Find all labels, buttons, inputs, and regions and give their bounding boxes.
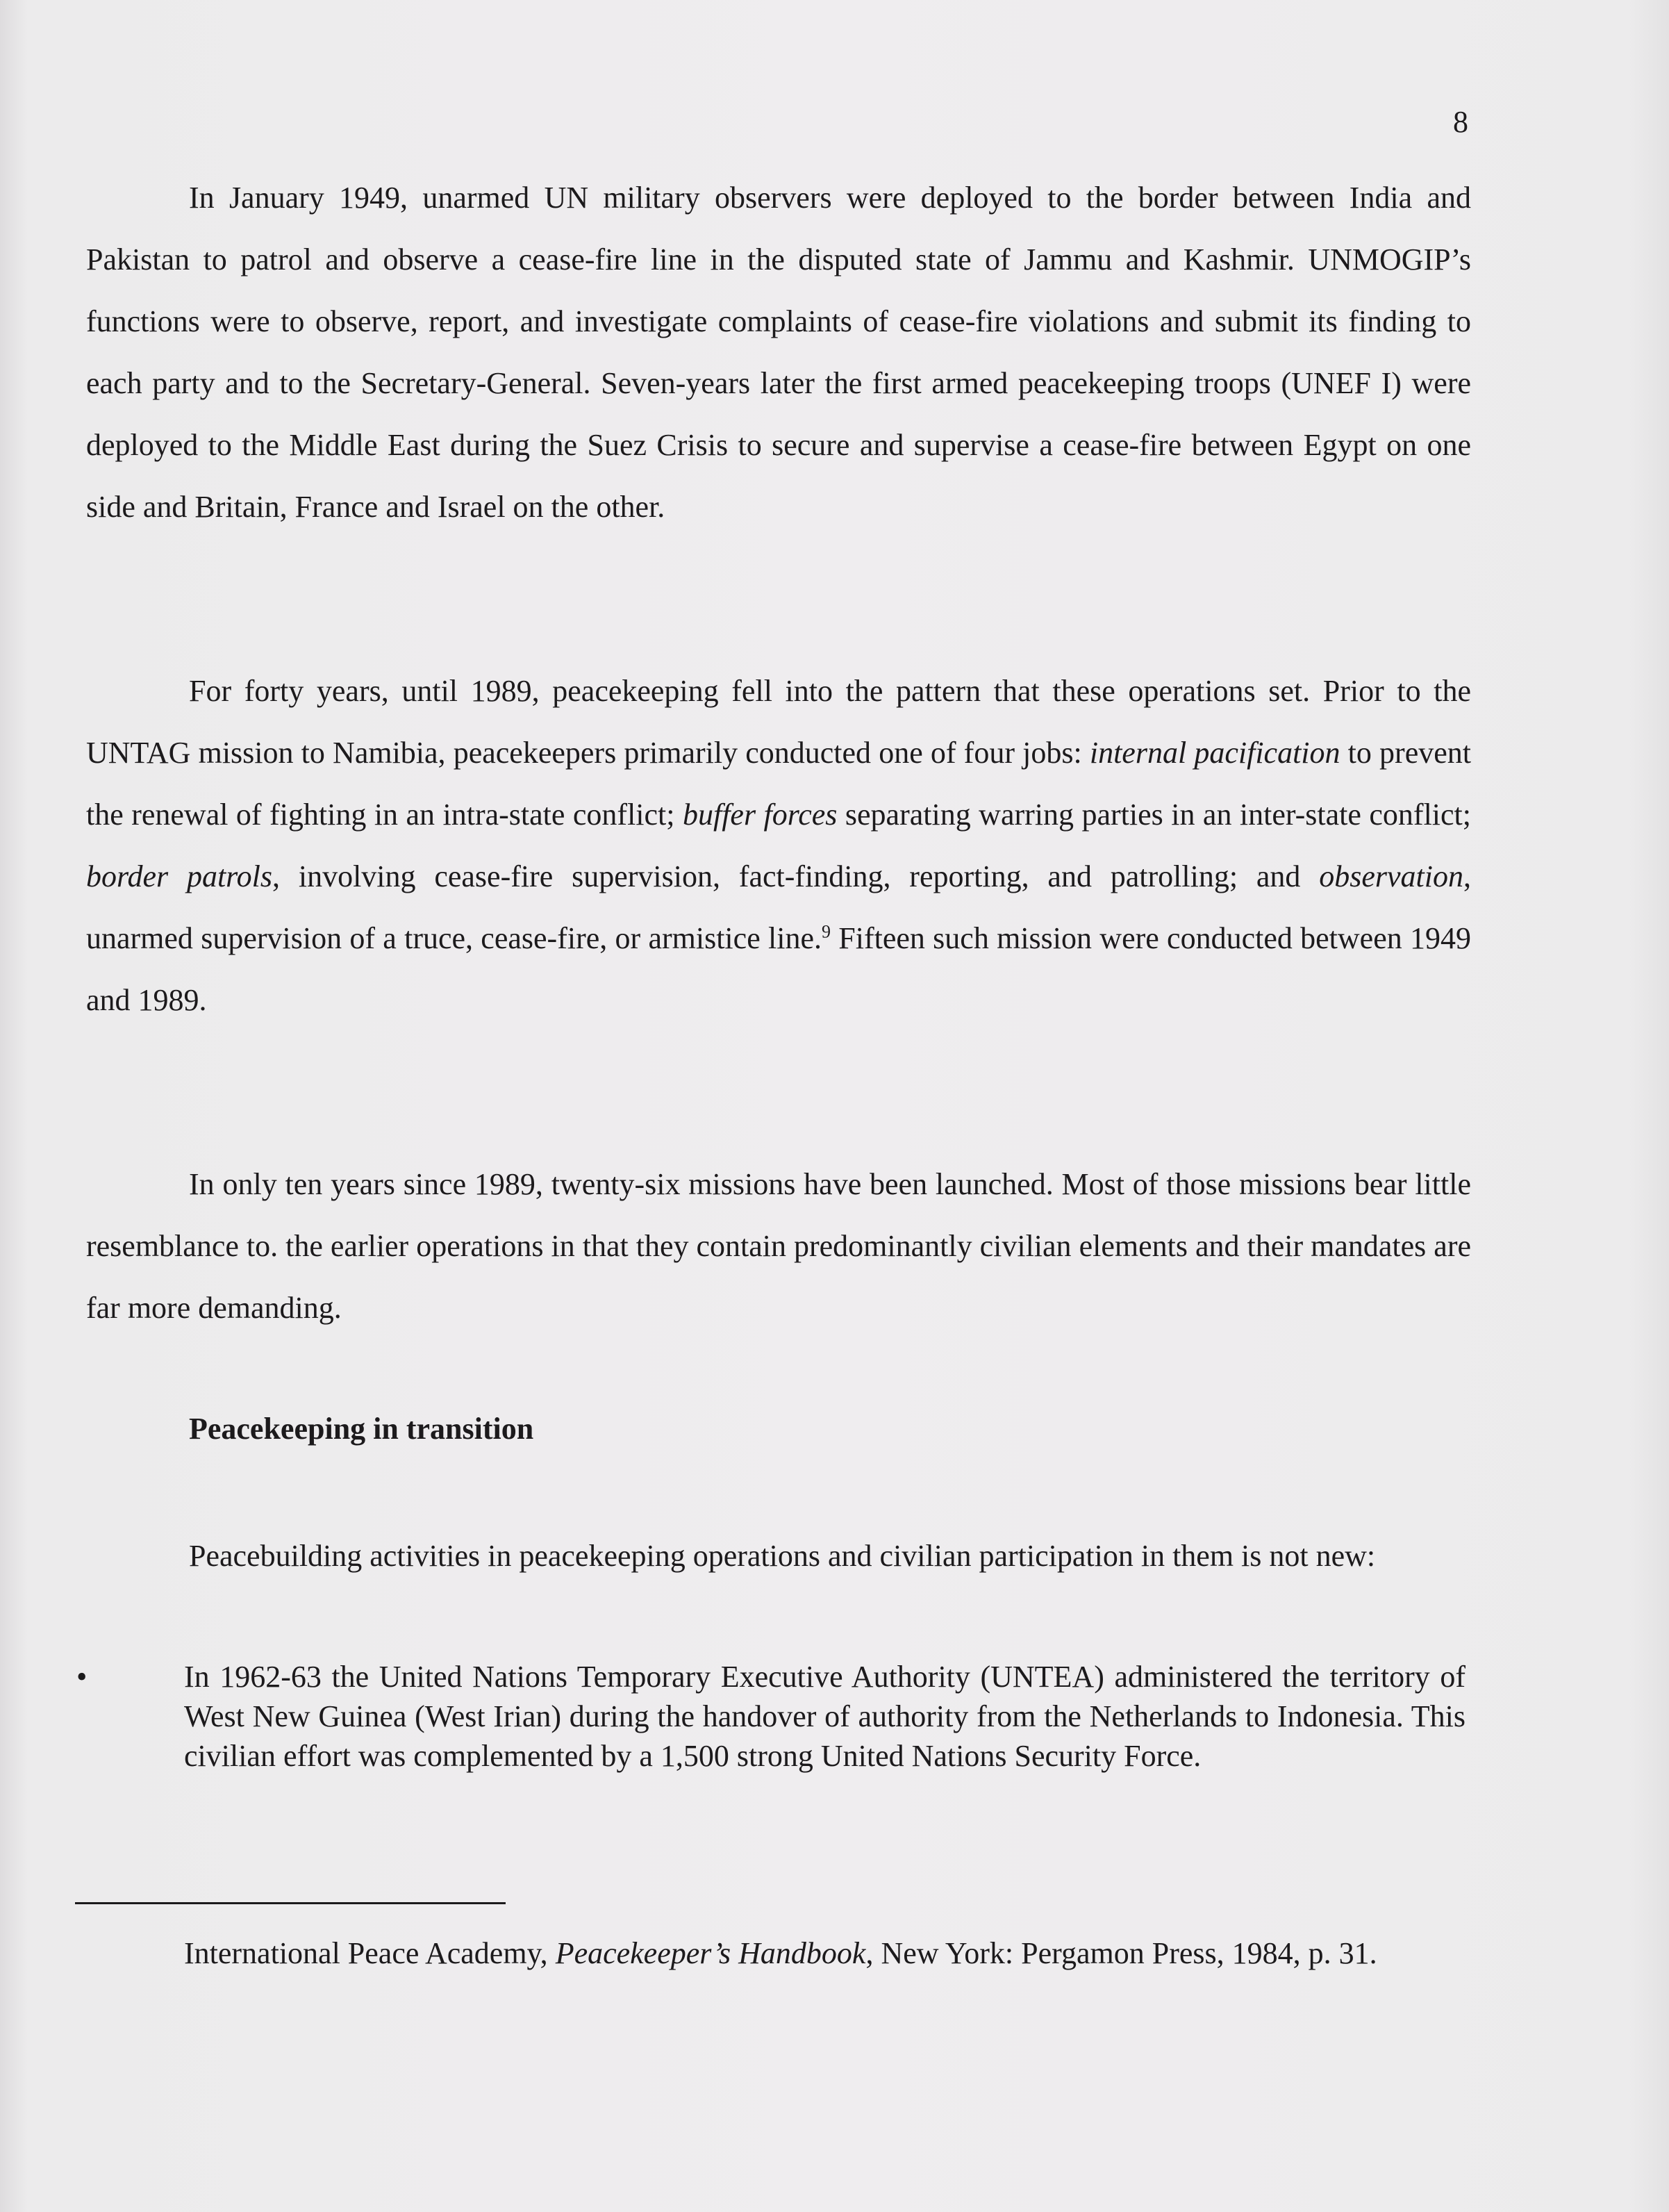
text-run: to prevent the renewal of fighting in an intra-state conflict;	[86, 736, 1471, 832]
paragraph-since-1989: In only ten years since 1989, twenty-six missions have been launched. Most of those missions bear little resemblance to. the earlier operations in that they contain predominantly civilian elements and their mandates are far more demanding.	[86, 1167, 1471, 1325]
footnote	[184, 1933, 1476, 1973]
paragraph-unmogip: In January 1949, unarmed UN military observers were deployed to the border between India and Pakistan to patrol and observe a cease-fire line in the disputed state of Jammu and Kashmir. UNMOGIP’s functions were to observe, report, and investigate complaints of cease-fire violations and submit its finding to each party and to the Secretary-General. Seven-years later the first armed peacekeeping troops (UNEF I) were deployed to the Middle East during the Suez Crisis to secure and supervise a cease-fire between Egypt on one side and Britain, France and Israel on the other.	[86, 181, 1471, 524]
page-number: 8	[1453, 105, 1468, 139]
bullet-icon: •	[76, 1660, 88, 1694]
footnote-book-title: Peacekeeper’s Handbook	[555, 1936, 866, 1970]
footnote-divider	[75, 1902, 506, 1904]
italic-term-observation: observation	[1319, 859, 1463, 893]
italic-term-internal-pacification: internal pacification	[1089, 736, 1340, 770]
footnote-text: , New York: Pergamon Press, 1984, p. 31.	[865, 1936, 1377, 1970]
italic-term-buffer-forces: buffer forces	[682, 798, 838, 832]
text-run: , involving cease-fire supervision, fact-finding, reporting, and patrolling; and	[272, 859, 1320, 893]
footnote-reference: 9	[821, 921, 831, 942]
italic-term-border-patrols: border patrols	[86, 859, 273, 893]
section-heading: Peacekeeping in transition	[189, 1412, 534, 1446]
text-run: , unarmed supervision of a truce, cease-fire, or armistice line.	[86, 859, 1471, 955]
paragraph-four-jobs	[86, 660, 1471, 1031]
bullet-text: In 1962-63 the United Nations Temporary Executive Authority (UNTEA) administered the territory of West New Guinea (West Irian) during the handover of authority from the Netherlands to Indonesia. This civilian effort was complemented by a 1,500 strong United Nations Security Force.	[184, 1660, 1465, 1773]
paragraph-peacebuilding: Peacebuilding activities in peacekeeping operations and civilian participation in them is not new:	[189, 1539, 1376, 1573]
footnote-text: International Peace Academy,	[184, 1936, 556, 1970]
text-run: Fifteen such mission were conducted between 1949 and 1989.	[86, 921, 1471, 1017]
bullet-item-untea	[76, 1657, 1465, 1776]
page-edge-shadow	[1627, 0, 1669, 2212]
text-run: For forty years, until 1989, peacekeeping fell into the pattern that these operations set. Prior to the UNTAG mission to Namibia, peacekeepers primarily conducted one of four jobs:	[86, 674, 1471, 770]
text-run: separating warring parties in an inter-state conflict;	[837, 798, 1472, 832]
